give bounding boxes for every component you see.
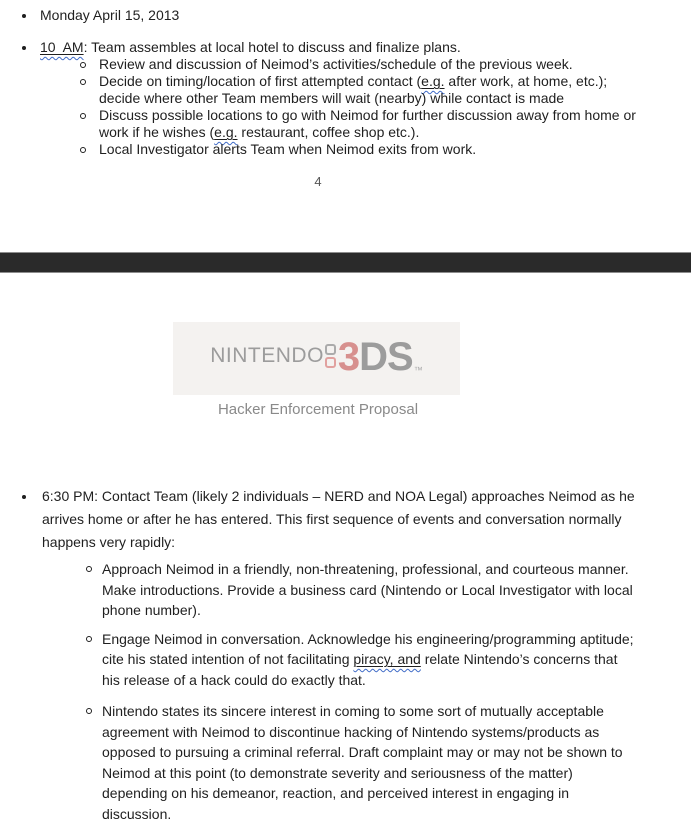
page-5-content	[0, 322, 636, 824]
logo-3-text: 3	[337, 335, 360, 379]
ds-screens-icon	[325, 344, 336, 368]
bottom-screen-icon	[325, 357, 336, 368]
nintendo-wordmark: NINTENDO	[210, 344, 324, 367]
underlined-piracy: piracy, and	[353, 651, 421, 667]
underlined-eg: e.g.	[421, 73, 445, 89]
grammar-flagged-text	[421, 73, 444, 89]
sub-item-text-post: restaurant, coffee shop etc.).	[237, 124, 420, 140]
circle-bullet-icon	[80, 147, 86, 153]
page-number: 4	[314, 174, 322, 189]
nintendo-3ds-logo	[173, 322, 460, 395]
underlined-time: 10 AM	[40, 39, 84, 55]
top-screen-icon	[325, 344, 336, 355]
logo-ds-text: DS	[359, 335, 413, 379]
sub-item-text: Approach Neimod in a friendly, non-threatening, professional, and courteous manner. Make introductions. Provide a business card (Nintendo or Local Investigator with local phone number).	[102, 561, 633, 618]
bullet-dot-icon	[22, 495, 26, 499]
circle-bullet-icon	[86, 636, 92, 642]
sub-item-text: Review and discussion of Neimod’s activities/schedule of the previous week.	[99, 56, 573, 72]
circle-bullet-icon	[80, 79, 86, 85]
list-item-monday	[0, 7, 636, 24]
sub-item-approach	[0, 559, 636, 621]
circle-bullet-icon	[80, 113, 86, 119]
sub-item-text-post: relate Nintendo’s concerns that his release of a hack could do exactly that.	[102, 651, 618, 688]
sub-item-agreement	[0, 701, 636, 824]
sub-item-alert	[0, 141, 636, 158]
sub-item-decide	[0, 73, 636, 107]
document-subtitle: Hacker Enforcement Proposal	[217, 401, 419, 418]
trademark-symbol: ™	[413, 365, 423, 375]
sub-item-review	[0, 56, 636, 73]
sub-item-text-pre: Engage Neimod in conversation. Acknowledge his engineering/programming aptitude; cite his stated intention of not facilitating	[102, 630, 634, 667]
sub-item-text: Nintendo states its sincere interest in coming to some sort of mutually acceptable agreement with Neimod to discontinue hacking of Nintendo systems/products as opposed to pursuing a criminal referral. Draft complaint may or may not be shown to Neimod at this point (to demonstrate severity and seriousness of the matter) depending on his demeanor, reaction, and perceived interest in engaging in discussion.	[102, 703, 623, 822]
list-item-630pm	[0, 485, 636, 554]
bullet-dot-icon	[22, 14, 26, 18]
sub-item-discuss	[0, 107, 636, 141]
grammar-flagged-text	[40, 39, 84, 55]
underlined-eg: e.g.	[214, 124, 238, 140]
page-4-content	[0, 7, 636, 190]
circle-bullet-icon	[86, 566, 92, 572]
page-separator	[0, 252, 691, 273]
grammar-flagged-text	[214, 124, 237, 140]
grammar-flagged-text	[353, 651, 420, 667]
list-item-text: Monday April 15, 2013	[40, 7, 180, 23]
circle-bullet-icon	[86, 708, 92, 714]
circle-bullet-icon	[80, 62, 86, 68]
logo-row	[210, 322, 423, 395]
bullet-dot-icon	[22, 46, 26, 50]
list-item-text: 6:30 PM: Contact Team (likely 2 individuals – NERD and NOA Legal) approaches Neimod as he arrives home or after he has entered. This first sequence of events and conversation normally happens very rapidly:	[42, 488, 635, 550]
sub-item-text-pre: Discuss possible locations to go with Neimod for further discussion away from home or work if he wishes (	[99, 107, 636, 140]
sub-item-engage	[0, 629, 636, 691]
list-item-text: : Team assembles at local hotel to discuss and finalize plans.	[83, 39, 461, 55]
list-item-10am	[0, 39, 636, 56]
sub-item-text-post: after work, at home, etc.); decide where other Team members will wait (nearby) while contact is made	[99, 73, 608, 106]
sub-item-text-pre: Decide on timing/location of first attempted contact (	[99, 73, 422, 89]
sub-item-text: Local Investigator alerts Team when Neimod exits from work.	[99, 141, 477, 157]
